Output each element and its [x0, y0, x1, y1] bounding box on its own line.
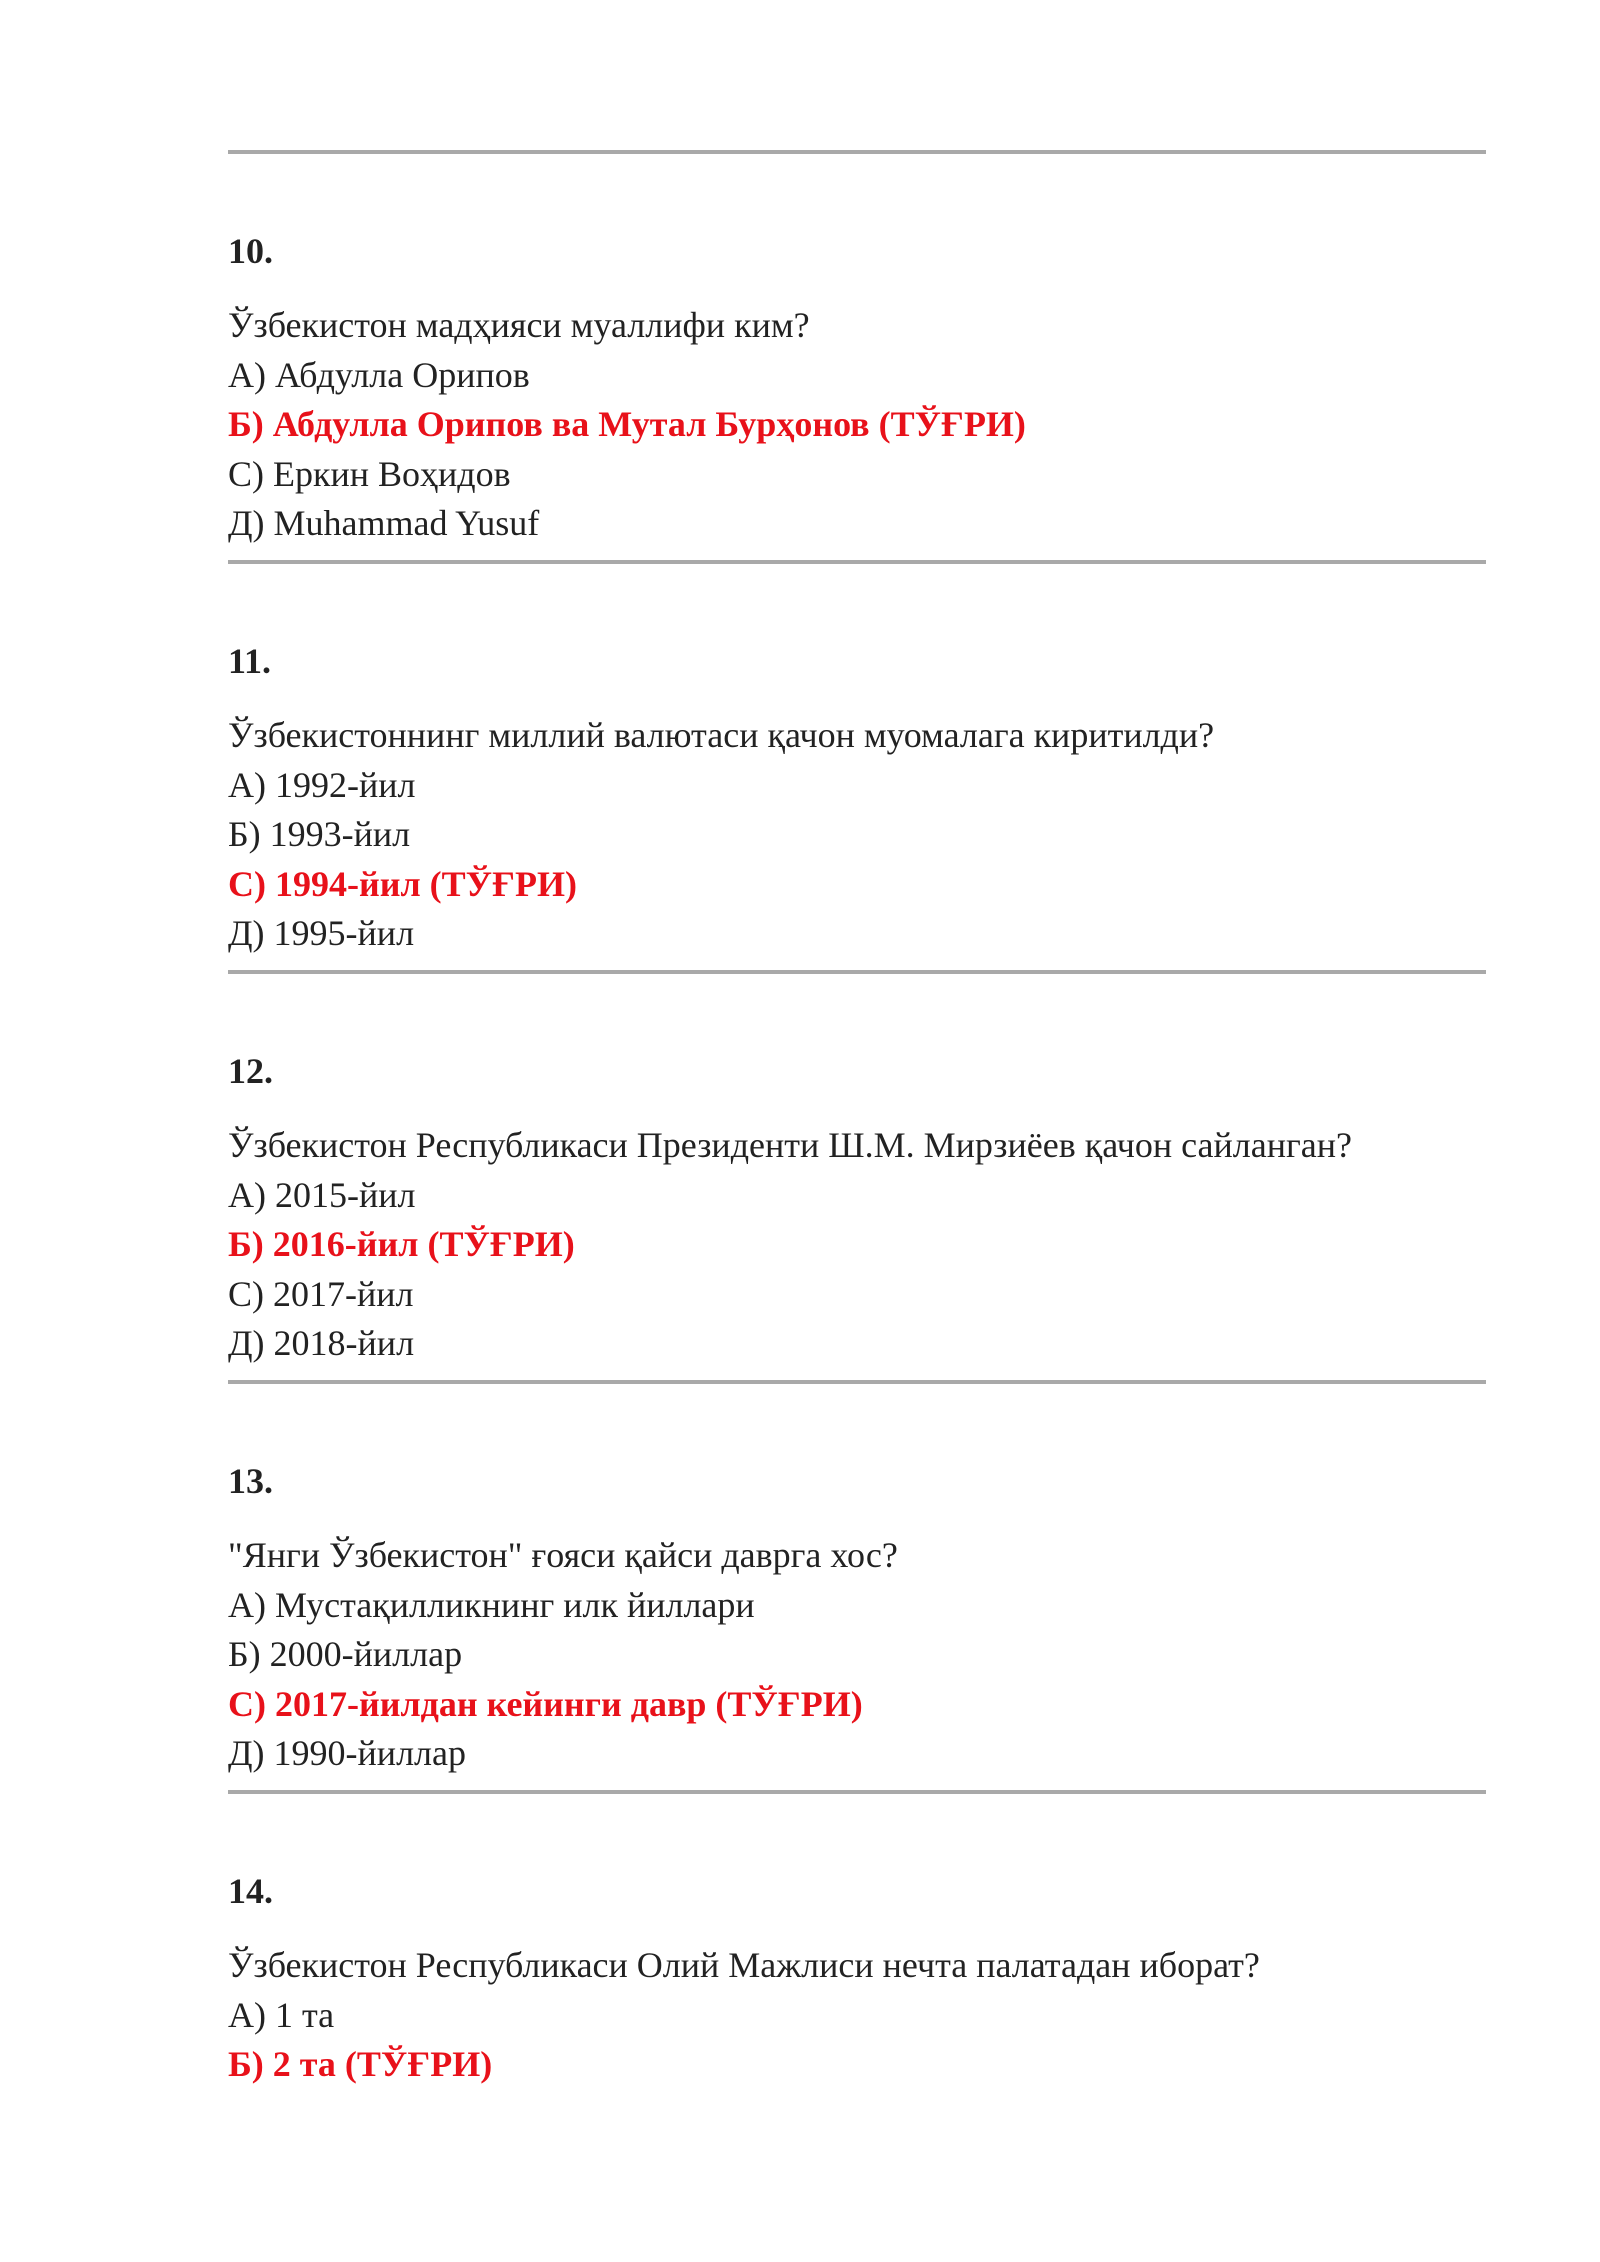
- answer-option-correct: Б) Абдулла Орипов ва Мутал Бурҳонов (ТЎҒРИ): [228, 404, 1026, 444]
- answer-option: Д) Muhammad Yusuf: [228, 503, 540, 543]
- answer-option-correct: Б) 2 та (ТЎҒРИ): [228, 2044, 493, 2084]
- answer-option-correct: С) 1994-йил (ТЎҒРИ): [228, 863, 577, 904]
- question-text: "Янги Ўзбекистон" ғояси қайси даврга хос?: [228, 1535, 898, 1575]
- answer-option: А) 1 та: [228, 1994, 335, 2035]
- question-text: Ўзбекистон мадҳияси муаллифи ким?: [228, 305, 810, 345]
- question-block-12: [228, 974, 1486, 1380]
- answer-option: А) Абдулла Орипов: [228, 354, 530, 395]
- question-text: Ўзбекистон Республикаси Президенти Ш.М. Мирзиёев қачон сайланган?: [228, 1125, 1352, 1165]
- question-number: 10.: [228, 231, 273, 271]
- question-block-10: [228, 154, 1486, 560]
- answer-option: С) 2017-йил: [228, 1273, 414, 1314]
- question-block-14: [228, 1794, 1486, 2200]
- answer-option: Б) 1993-йил: [228, 814, 411, 854]
- question-number: 14.: [228, 1871, 273, 1911]
- answer-option: Д) 2018-йил: [228, 1323, 415, 1363]
- answer-option: Д) 1995-йил: [228, 913, 415, 953]
- question-number: 11.: [228, 641, 272, 681]
- answer-option: Б) 2000-йиллар: [228, 1634, 463, 1674]
- answer-option: А) Мустақилликнинг илк йиллари: [228, 1584, 755, 1625]
- question-text: Ўзбекистон Республикаси Олий Мажлиси нечта палатадан иборат?: [228, 1945, 1260, 1985]
- question-number: 13.: [228, 1461, 273, 1501]
- answer-option: А) 1992-йил: [228, 764, 416, 805]
- question-block-13: [228, 1384, 1486, 1790]
- answer-option: Д) 1990-йиллар: [228, 1733, 466, 1773]
- answer-option: А) 2015-йил: [228, 1174, 416, 1215]
- question-number: 12.: [228, 1051, 273, 1091]
- answer-option-correct: Б) 2016-йил (ТЎҒРИ): [228, 1224, 575, 1264]
- question-block-11: [228, 564, 1486, 970]
- document-page: [228, 150, 1486, 2200]
- question-text: Ўзбекистоннинг миллий валютаси қачон муомалага киритилди?: [228, 715, 1215, 755]
- answer-option: С) Еркин Воҳидов: [228, 453, 511, 494]
- answer-option-correct: С) 2017-йилдан кейинги давр (ТЎҒРИ): [228, 1683, 863, 1724]
